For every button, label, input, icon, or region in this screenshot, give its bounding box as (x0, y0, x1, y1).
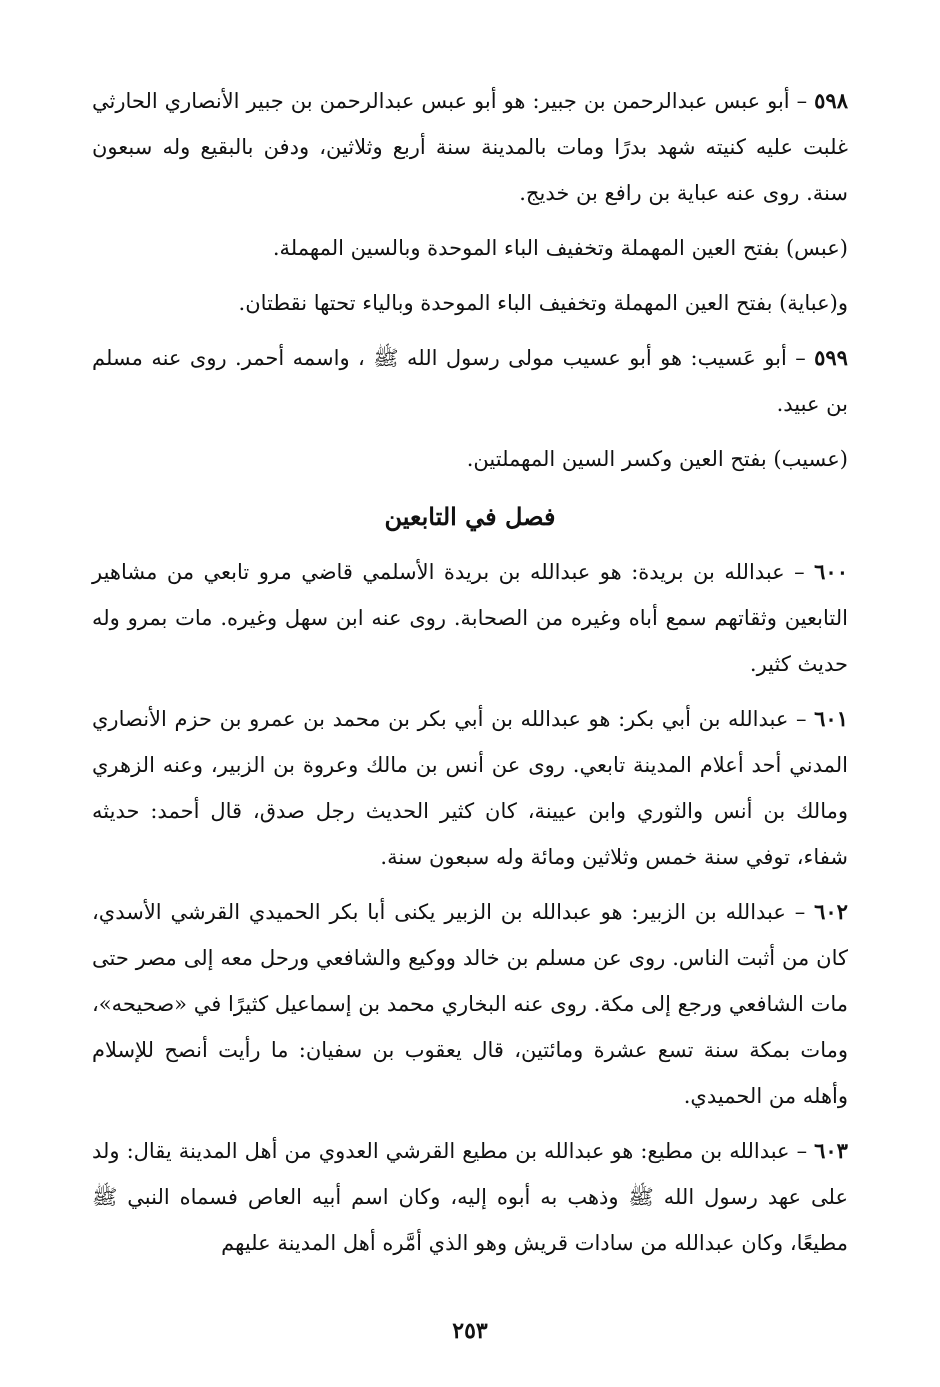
note-abs: (عبس) بفتح العين المهملة وتخفيف الباء الموحدة وبالسين المهملة. (272, 236, 848, 260)
entry-602 (92, 889, 848, 1119)
entry-body: هو عبدالله بن بريدة الأسلمي قاضي مرو تابعي من مشاهير التابعين وثقاتهم سمع أباه وغيره من الصحابة. روى عنه ابن سهل وغيره. مات بمرو وله حديث كثير. (92, 560, 848, 676)
entry-heading: عبدالله بن أبي بكر: (618, 707, 789, 731)
entry-dash: – (794, 560, 805, 584)
entry-number: ٦٠٠ (814, 559, 848, 584)
entry-body: هو عبدالله بن الزبير يكنى أبا بكر الحميدي القرشي الأسدي، كان من أثبت الناس. روى عن مسلم بن خالد ووكيع والشافعي ورحل معه إلى مصر حتى مات الشافعي ورجع إلى مكة. روى عنه البخاري محمد بن إسماعيل كثيرًا في «صحيحه»، ومات بمكة سنة تسع عشرة ومائتين، قال يعقوب بن سفيان: ما رأيت أنصح للإسلام وأهله من الحميدي. (92, 900, 848, 1108)
entry-598 (92, 78, 848, 216)
entry-number: ٦٠١ (814, 706, 848, 731)
entry-heading: عبدالله بن الزبير: (631, 900, 786, 924)
entry-601 (92, 696, 848, 880)
entry-dash: – (794, 900, 806, 924)
section-title: فصل في التابعين (384, 502, 556, 531)
entry-600 (92, 549, 848, 687)
entry-heading: أبو عبس عبدالرحمن بن جبير: (532, 89, 790, 113)
entry-599 (92, 335, 848, 427)
entry-heading: عبدالله بن مطيع: (640, 1139, 790, 1163)
entry-dash: – (796, 707, 807, 731)
note-abaya: و(عباية) بفتح العين المهملة وتخفيف الباء الموحدة وبالياء تحتها نقطتان. (238, 291, 848, 315)
entry-number: ٦٠٣ (814, 1138, 848, 1163)
entry-heading: أبو عَسيب: (690, 346, 787, 370)
page-body (92, 78, 848, 1275)
note-asib: (عسيب) بفتح العين وكسر السين المهملتين. (466, 447, 848, 471)
entry-number: ٥٩٨ (814, 88, 848, 113)
entry-body: هو عبدالله بن مطيع القرشي العدوي من أهل المدينة يقال: ولد على عهد رسول الله ﷺ وذهب به أبوه إليه، وكان اسم أبيه العاص فسماه النبي ﷺ مطيعًا، وكان عبدالله من سادات قريش وهو الذي أمَّره أهل المدينة عليهم (92, 1139, 848, 1255)
entry-dash: – (796, 1139, 808, 1163)
entry-603 (92, 1128, 848, 1266)
entry-number: ٦٠٢ (814, 899, 848, 924)
entry-body: هو عبدالله بن أبي بكر بن محمد بن عمرو بن حزم الأنصاري المدني أحد أعلام المدينة تابعي. روى عن أنس بن مالك وعروة بن الزبير، وعنه الزهري ومالك بن أنس والثوري وابن عيينة، كان كثير الحديث رجل صدق، قال أحمد: حديثه شفاء، توفي سنة خمس وثلاثين ومائة وله سبعون سنة. (92, 707, 848, 869)
entry-body: هو أبو عسيب مولى رسول الله ﷺ ، واسمه أحمر. روى عنه مسلم بن عبيد. (92, 346, 848, 416)
entry-heading: عبدالله بن بريدة: (631, 560, 785, 584)
page-number: ٢٥٣ (452, 1318, 488, 1344)
entry-body: هو أبو عبس عبدالرحمن بن جبير الأنصاري الحارثي غلبت عليه كنيته شهد بدرًا ومات بالمدينة سنة أربع وثلاثين، ودفن بالبقيع وله سبعون سنة. روى عنه عباية بن رافع بن خديج. (92, 89, 848, 205)
entry-number: ٥٩٩ (814, 345, 848, 370)
entry-dash: – (796, 89, 808, 113)
entry-dash: – (795, 346, 806, 370)
